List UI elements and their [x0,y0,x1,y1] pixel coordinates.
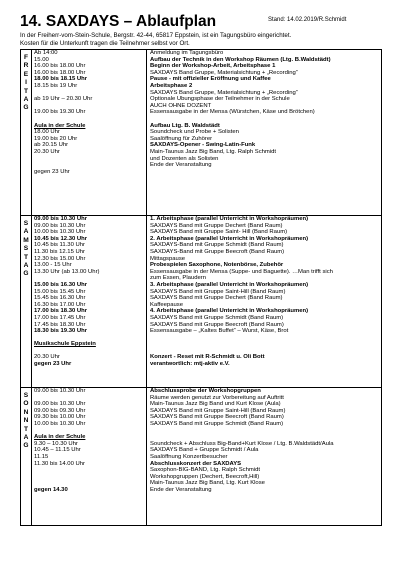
activity-entry: Pause - mit offizieller Eröffnung und Kaffee [150,76,271,83]
time-entry: 11.30 bis 12.15 Uhr [34,248,85,255]
activity-entry: Workshopgruppen (Dechert, Beecroft,Hill) [150,473,260,480]
time-entry: 09.00 bis 10.30 Uhr [34,216,88,222]
day-row [21,50,382,216]
time-entry: 18.00 bis 18.15 Uhr [34,76,88,83]
time-entry [34,90,146,97]
day-letter: A [23,96,29,104]
intro-line: Kosten für die Unterkunft tragen die Teilnehmer selbst vor Ort. [20,39,190,47]
activity-entry: Ende der Veranstaltung [150,162,212,169]
activity-entry: SAXDAYS Band mit Gruppe Saint-Hill (Band Raum) [150,288,286,295]
time-entry: 11.15 [34,453,49,460]
activity-entry: Kaffeepause [150,301,183,308]
day-letter: I [25,79,27,87]
time-entry: gegen 23 Uhr [34,361,72,368]
time-entry: 18.30 bis 19.30 Uhr [34,328,88,335]
day-letter: N [23,408,29,416]
time-entry [34,474,146,481]
activity-entry: 2. Arbeitsphase (parallel Unterricht in Workshopräumen) [150,235,309,242]
activity-column [147,216,382,388]
activity-entry: zum Essen, Plaudern [150,275,206,282]
time-entry: 17.45 bis 18.30 Uhr [34,321,86,328]
day-letter: T [23,87,29,95]
time-entry [34,395,146,402]
time-entry [34,103,146,110]
time-entry: 20.30 Uhr [34,148,60,155]
activity-entry [150,348,381,355]
activity-entry [150,116,381,123]
activity-entry: Konzert - Reset mit R-Schmidt u. Oli Bott [150,354,265,361]
activity-entry: und Dozenten als Solisten [150,155,219,162]
activity-entry: Mittagspause [150,255,186,262]
activity-entry: Essensausgabe – „Kaltes Buffet“ – Wurst, Käse, Brot [150,328,289,335]
time-entry: 10.45 bis 11.30 Uhr [34,242,85,249]
activity-entry: Aufbau Ltg. B. Waldstädt [150,122,220,129]
time-entry: 09.00 bis 10.30 Uhr [34,388,86,394]
activity-entry: SAXDAYS Band + Gruppe Schmidt / Aula [150,447,259,454]
time-entry: 17.00 bis 17.45 Uhr [34,314,86,321]
activity-entry: Ende der Veranstaltung [150,486,212,493]
activity-entry: Aufbau der Technik in den Workshop Räumen (Ltg. B.Waldstädt) [150,56,331,63]
time-entry: 19.00 bis 19.30 Uhr [34,109,86,116]
schedule-table [20,49,382,526]
intro-text [20,32,291,47]
time-entry: 16.00 bis 18.00 Uhr [34,69,86,76]
activity-entry: Räume werden genutzt zur Vorbereitung auf Auftritt [150,394,284,401]
time-entry: 16.00 bis 18.00 Uhr [34,63,86,70]
activity-entry: SAXDAYS Band Gruppe, Materialsichtung + „Recording“ [150,89,298,96]
revision-stamp: Stand: 14.02.2019/R.Schmidt [268,17,347,23]
time-entry: ab 20.15 Uhr [34,142,69,149]
activity-entry: SAXDAYS-Opener - Swing-Latin-Funk [150,142,256,149]
time-entry: 10.00 bis 10.30 Uhr [34,420,86,427]
activity-entry [150,428,381,435]
activity-entry: 3. Arbeitsphase (parallel Unterricht in Workshopräumen) [150,281,309,288]
time-entry: 09.00 bis 10.30 Uhr [34,222,86,229]
activity-entry: SAXDAYS Band mit Gruppe Beecroft (Band Raum) [150,321,284,328]
activity-entry: AUCH OHNE DOZENT [150,102,212,109]
activity-column [147,50,382,216]
activity-entry [150,434,381,441]
activity-entry: Optionale Übungsphase der Teilnehmer in der Schule [150,96,290,103]
activity-entry: SAXDAYS Band mit Gruppe Schmidt (Band Raum) [150,420,284,427]
activity-entry: Abschlusskonzert der SAXDAYS [150,460,242,467]
page-title: 14. SAXDAYS – Ablaufplan [20,13,217,30]
time-entry: 18.00 Uhr [34,129,60,136]
activity-entry: Abschlussprobe der Workshopgruppen [150,388,261,394]
time-column [32,216,147,388]
time-entry [34,335,146,342]
day-letter: S [23,220,29,227]
activity-entry: Main-Taunus Jazz Big Band und Kurt Klose (Aula) [150,401,281,408]
day-letter: T [23,253,29,261]
time-entry: 09.30 bis 10.00 Uhr [34,414,86,421]
activity-entry: verantwortlich: mtj-aktiv e.V. [150,361,230,368]
activity-entry [150,169,381,176]
time-entry: gegen 14.30 [34,486,68,493]
activity-entry: Main-Taunus Jazz Big Band, Ltg. Ralph Schmidt [150,148,277,155]
day-letter: S [23,245,29,253]
time-entry: 15.00 [34,56,49,63]
time-entry: 19.00 bis 20 Uhr [34,135,78,142]
activity-entry [150,335,381,342]
activity-entry: Anmeldung im Tagungsbüro [150,50,224,56]
time-entry: 09.00 bis 09.30 Uhr [34,407,86,414]
time-entry: Aula in der Schule [34,122,86,129]
activity-entry: Soundcheck + Abschluss Big-Band+Kurt Klose / Ltg. B.Waldstädt/Aula [150,440,334,447]
time-entry: 15.45 bis 16.30 Uhr [34,295,86,302]
activity-entry: Saxophon-BIG-BAND, Ltg. Ralph Schmidt [150,467,261,474]
time-entry: 15.00 bis 16.30 Uhr [34,281,88,288]
day-letter: O [23,400,29,408]
time-entry: 12.30 bis 15.00 Uhr [34,255,86,262]
time-entry: 13.00 - 15 Uhr [34,262,72,269]
activity-entry: SAXDAYS Band Gruppe, Materialsichtung + „Recording“ [150,69,298,76]
activity-entry: SAXDAYS-Band mit Gruppe Beecroft (Band Raum) [150,248,285,255]
activity-entry: Essensausgabe in der Mensa (Suppe- und Baguette). …Man trifft sich [150,268,333,275]
day-letter: E [23,70,29,78]
time-entry: 16.30 bis 17.00 Uhr [34,301,86,308]
time-entry: 9.30 – 10.30 Uhr [34,440,78,447]
day-letter: G [23,270,29,278]
day-letter: T [23,425,29,433]
time-entry [34,116,146,123]
activity-entry: Main-Taunus Jazz Big Band, Ltg. Kurt Klose [150,480,265,487]
day-label [21,388,32,526]
time-entry: 13.30 Uhr (ab 13.00 Uhr) [34,268,100,275]
day-label [21,216,32,388]
time-entry [34,428,146,435]
activity-entry: Arbeitsphase 2 [150,82,193,89]
time-entry [34,348,146,355]
time-entry [34,275,146,282]
activity-entry [150,341,381,348]
activity-entry: 4. Arbeitsphase (parallel Unterricht in Workshopräumen) [150,308,309,315]
activity-entry: Essensausgabe in der Mensa (Würstchen, Käse und Brötchen) [150,109,315,116]
time-entry [34,480,146,487]
day-letter: G [23,104,29,112]
intro-line: In der Freiherr-vom-Stein-Schule, Bergstr. 42-44, 65817 Eppstein, ist ein Tagungsbüro eingerichtet. [20,32,292,39]
time-entry [34,156,146,163]
day-letter: N [23,417,29,425]
day-letter: A [23,434,29,442]
time-entry: gegen 23 Uhr [34,168,70,175]
day-letter: M [23,236,29,244]
day-label [21,50,32,216]
day-letter: R [23,62,29,70]
day-row [21,388,382,526]
activity-entry: SAXDAYS Band mit Gruppe Schmidt (Band Raum) [150,314,284,321]
activity-entry: Saalöffnung Konzertbesucher [150,453,228,460]
time-entry: 11.30 bis 14.00 Uhr [34,460,85,467]
time-entry: 10.45 – 11.15 Uhr [34,447,81,454]
day-letter: A [23,262,29,270]
day-letter: A [23,228,29,236]
day-letter: G [23,442,29,450]
activity-entry: Probespielen Saxophone, Notenbörse, Zubehör [150,262,284,269]
activity-entry: SAXDAYS-Band mit Gruppe Schmidt (Band Raum) [150,242,284,249]
time-entry [34,467,146,474]
time-entry: ab 19 Uhr – 20.30 Uhr [34,96,93,103]
activity-column [147,388,382,526]
activity-entry: SAXDAYS Band mit Gruppe Beecroft (Band Raum) [150,414,284,421]
activity-entry: Saalöffnung für Zuhörer [150,135,213,142]
day-letter: F [23,54,29,61]
day-row [21,216,382,388]
activity-entry: SAXDAYS Band mit Gruppe Dechert (Band Raum) [150,222,283,229]
time-entry: 20.30 Uhr [34,354,60,361]
activity-entry: SAXDAYS Band mit Gruppe Saint-Hill (Band Raum) [150,407,286,414]
time-column [32,388,147,526]
activity-entry: 1. Arbeitsphase (parallel Unterricht in Workshopräumen) [150,216,309,222]
time-entry: 18.15 bis 19 Uhr [34,82,78,89]
time-entry: Aula in der Schule [34,434,86,441]
time-entry: Ab 14:00 [34,50,58,56]
time-entry [34,162,146,169]
time-entry: Musikschule Eppstein [34,341,96,348]
activity-entry: SAXDAYS Band mit Gruppe Dechert (Band Raum) [150,295,283,302]
time-entry: 10.00 bis 10.30 Uhr [34,229,86,236]
time-entry: 15.00 bis 15.45 Uhr [34,288,86,295]
time-entry: 17.00 bis 18.30 Uhr [34,308,88,315]
time-column [32,50,147,216]
activity-entry: Beginn der Workshop-Arbeit, Arbeitsphase 1 [150,63,276,70]
day-letter: S [23,392,29,399]
activity-entry: Soundcheck und Probe + Solisten [150,129,239,136]
time-entry: 10.45 bis 12.30 Uhr [34,235,88,242]
time-entry: 09.00 bis 10.30 Uhr [34,401,86,408]
activity-entry: SAXDAYS Band mit Gruppe Saint- Hill (Band Raum) [150,229,288,236]
